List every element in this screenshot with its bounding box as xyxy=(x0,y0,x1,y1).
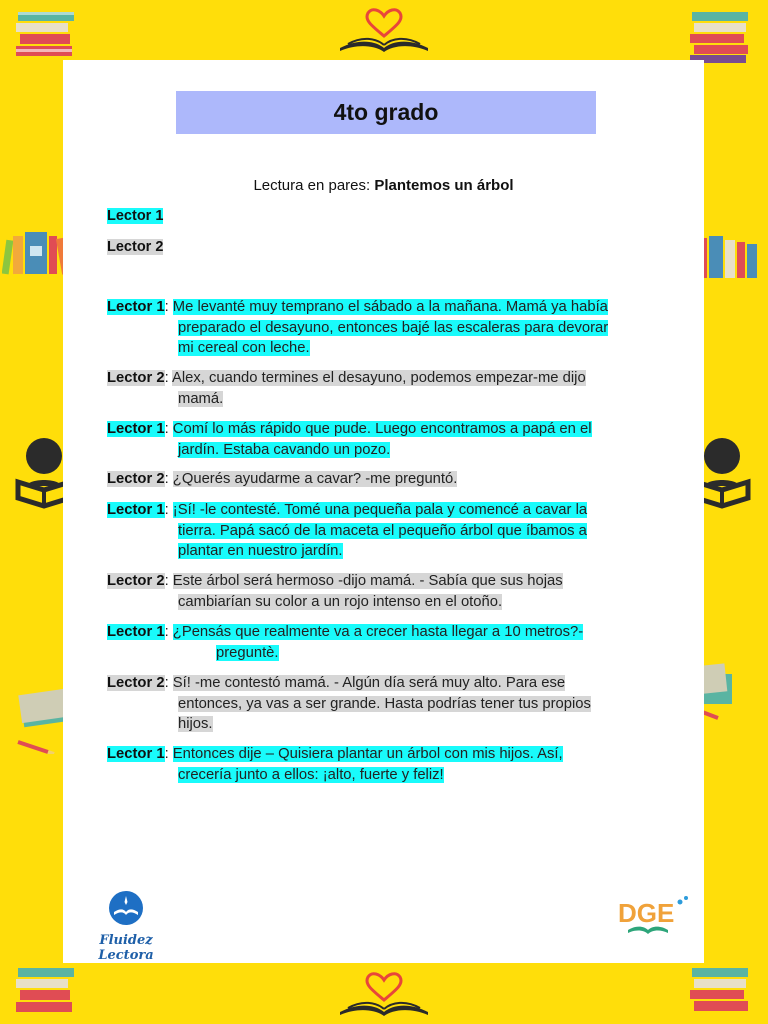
fluidez-lectora-logo xyxy=(71,890,181,963)
heart-book-icon xyxy=(334,972,434,1018)
dialog-entry: Lector 1: Me levanté muy temprano el sábado a la mañana. Mamá ya había preparado el desayuno, entonces bajé las escaleras para devorar mi cereal con leche. xyxy=(107,299,609,356)
books-stack-icon xyxy=(14,966,80,1016)
dge-logo-text: DGE xyxy=(618,898,675,928)
dialog-entry: Lector 2: Este árbol será hermoso -dijo mamá. - Sabía que sus hojas cambiarían su color a un rojo intenso en el otoño. xyxy=(107,573,563,610)
fluidez-lectora-text: Fluidez Lectora xyxy=(98,933,154,963)
grade-title-box xyxy=(176,91,596,134)
dge-logo xyxy=(616,894,696,947)
grade-title: 4to grado xyxy=(333,99,439,125)
reader-label-1: Lector 1 xyxy=(107,208,164,224)
dialog-entry: Lector 1: Entonces dije – Quisiera plantar un árbol con mis hijos. Así, crecería junto a ellos: ¡alto, fuerte y feliz! xyxy=(107,746,563,783)
dialog-entry: Lector 1: ¿Pensás que realmente va a crecer hasta llegar a 10 metros?- preguntè. xyxy=(107,624,584,661)
dialog-entry: Lector 2: ¿Querés ayudarme a cavar? -me preguntó. xyxy=(107,471,458,487)
books-stack-icon xyxy=(688,10,754,64)
reading-subtitle xyxy=(63,177,704,194)
books-stack-icon xyxy=(14,10,80,60)
reader-label-2: Lector 2 xyxy=(107,239,164,255)
dialog-entry: Lector 2: Sí! -me contestó mamá. - Algún día será muy alto. Para ese entonces, ya vas a ser grande. Hasta podrías tener tus propios hijos. xyxy=(107,675,591,732)
document-page xyxy=(63,60,704,963)
heart-book-icon xyxy=(334,8,434,54)
books-stack-icon xyxy=(688,966,754,1016)
dialog-entry: Lector 2: Alex, cuando termines el desayuno, podemos empezar-me dijo mamá. xyxy=(107,370,586,407)
open-book-logo-icon xyxy=(106,890,146,926)
dialog-entry: Lector 1: ¡Sí! -le contesté. Tomé una pequeña pala y comencé a cavar la tierra. Papá sacó de la maceta el pequeño árbol que íbamos a plantar en nuestro jardín. xyxy=(107,502,588,559)
story-title: Plantemos un árbol xyxy=(374,177,514,194)
dialog-entry: Lector 1: Comí lo más rápido que pude. Luego encontramos a papá en el jardín. Estaba cavando un pozo. xyxy=(107,421,592,458)
subtitle-prefix: Lectura en pares: xyxy=(253,177,375,194)
